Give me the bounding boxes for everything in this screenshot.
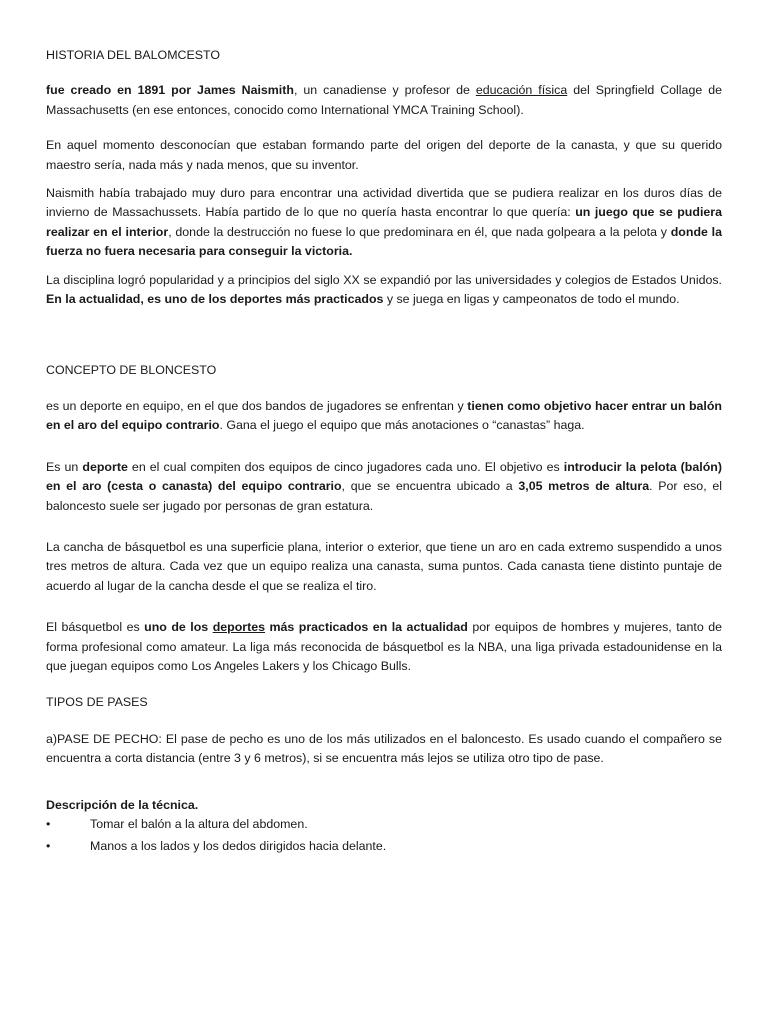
paragraph-nba <box>46 618 722 676</box>
bold-text: un juego que se pudiera realizar en el interior <box>46 205 722 239</box>
bold-text: uno de los <box>144 620 213 635</box>
heading-tipos-de-pases: TIPOS DE PASES <box>46 695 148 710</box>
text: en el cual compiten dos equipos de cinco jugadores cada uno. El objetivo es <box>127 459 564 474</box>
bold-text: 3,05 metros de altura <box>518 479 650 494</box>
list-item: • Tomar el balón a la altura del abdomen. <box>46 815 722 834</box>
underlined-link-text: educación física <box>475 83 568 98</box>
text: , un canadiense y profesor de <box>293 83 476 98</box>
text: es un deporte en equipo, en el que dos bandos de jugadores se enfrentan y <box>46 398 468 413</box>
text: por equipos de hombres y mujeres, tanto de forma profesional como amateur. La liga más reconocida de básquetbol es la NBA, una liga privada estadounidense en la que juegan equipos como Los Angeles Lakers y los Chicago Bulls. <box>46 620 723 673</box>
tecnica-list <box>46 815 722 857</box>
text: La disciplina logró popularidad y a principios del siglo XX se expandió por las universidades y colegios de Estados Unidos. <box>46 272 722 287</box>
bold-text: deporte <box>82 459 128 474</box>
text: . Por eso, el baloncesto suele ser jugado por personas de gran estatura. <box>46 479 722 513</box>
text: , donde la destrucción no fuese lo que predominara en él, que nada golpeara a la pelota y <box>168 224 671 239</box>
bold-text: más practicados en la actualidad <box>265 620 468 635</box>
text: , que se encuentra ubicado a <box>341 479 519 494</box>
text: Naismith había trabajado muy duro para encontrar una actividad divertida que se pudiera realizar en los duros días de invierno de Massachussets. Había partido de lo que no quería hasta encontrar lo que quería: <box>46 186 722 220</box>
document-page <box>46 46 722 860</box>
bold-underlined-text: deportes <box>212 620 266 635</box>
bold-text: fue creado en 1891 por James Naismith <box>46 83 294 98</box>
text: del Springfield Collage de Massachusetts (en ese entonces, conocido como International YMCA Training School). <box>46 83 722 117</box>
paragraph-concepto-1 <box>46 397 722 436</box>
bold-text: introducir la pelota (balón) en el aro (cesta o canasta) del equipo contrario <box>46 459 722 494</box>
text: . Gana el juego el equipo que más anotaciones o “canastas” haga. <box>219 418 585 433</box>
paragraph-cancha: La cancha de básquetbol es una superficie plana, interior o exterior, que tiene un aro en cada extremo suspendido a unos tres metros de altura. Cada vez que un equipo realiza una canasta, suma puntos. Cada canasta tiene distinto puntaje de acuerdo al lugar de la cancha desde el que se realiza el tiro. <box>46 539 722 593</box>
list-item: • Manos a los lados y los dedos dirigidos hacia delante. <box>46 837 722 856</box>
bold-text: En la actualidad, es uno de los deportes más practicados <box>46 292 384 307</box>
paragraph-inventor: En aquel momento desconocían que estaban formando parte del origen del deporte de la canasta, y que su querido maestro sería, nada más y nada menos, que su inventor. <box>46 138 722 172</box>
bold-text: Descripción de la técnica. <box>46 797 199 812</box>
text: y se juega en ligas y campeonatos de todo el mundo. <box>383 292 680 307</box>
paragraph-concepto-2 <box>46 458 722 516</box>
paragraph-pase-de-pecho: a)PASE DE PECHO: El pase de pecho es uno de los más utilizados en el baloncesto. Es usado cuando el compañero se encuentra a corta distancia (entre 3 y 6 metros), si se encuentra más lejos se utiliza otro tipo de pase. <box>46 731 722 766</box>
paragraph-popularidad <box>46 271 722 310</box>
text: Es un <box>46 459 83 474</box>
paragraph-naismith <box>46 184 722 262</box>
bold-text: donde la fuerza no fuera necesaria para conseguir la victoria. <box>46 224 723 259</box>
bold-text: tienen como objetivo hacer entrar un balón en el aro del equipo contrario <box>46 398 722 433</box>
heading-historia: HISTORIA DEL BALOMCESTO <box>46 48 220 62</box>
text: El básquetbol es <box>46 620 145 635</box>
heading-descripcion-tecnica <box>46 796 722 815</box>
heading-concepto: CONCEPTO DE BLONCESTO <box>46 363 217 378</box>
paragraph-origen <box>46 81 722 120</box>
